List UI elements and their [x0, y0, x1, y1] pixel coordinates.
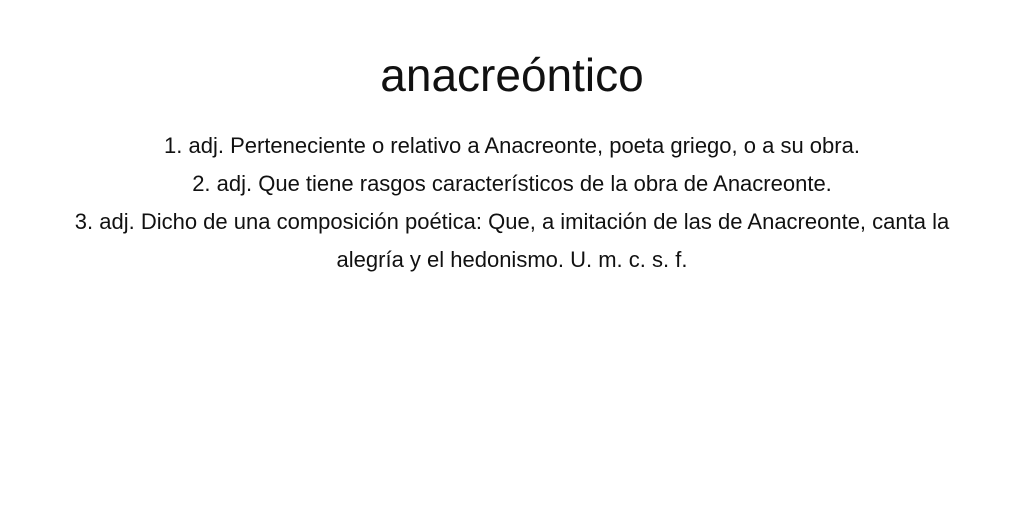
definition-1: 1. adj. Perteneciente o relativo a Anacreonte, poeta griego, o a su obra. — [164, 133, 860, 158]
definition-3: 3. adj. Dicho de una composición poética: Que, a imitación de las de Anacreonte, canta la alegría y el hedonismo. U. m. c. s. f. — [74, 209, 950, 272]
definition-2: 2. adj. Que tiene rasgos característicos de la obra de Anacreonte. — [192, 171, 832, 196]
entry-headword: anacreóntico — [380, 49, 644, 101]
definitions-list — [40, 127, 984, 279]
